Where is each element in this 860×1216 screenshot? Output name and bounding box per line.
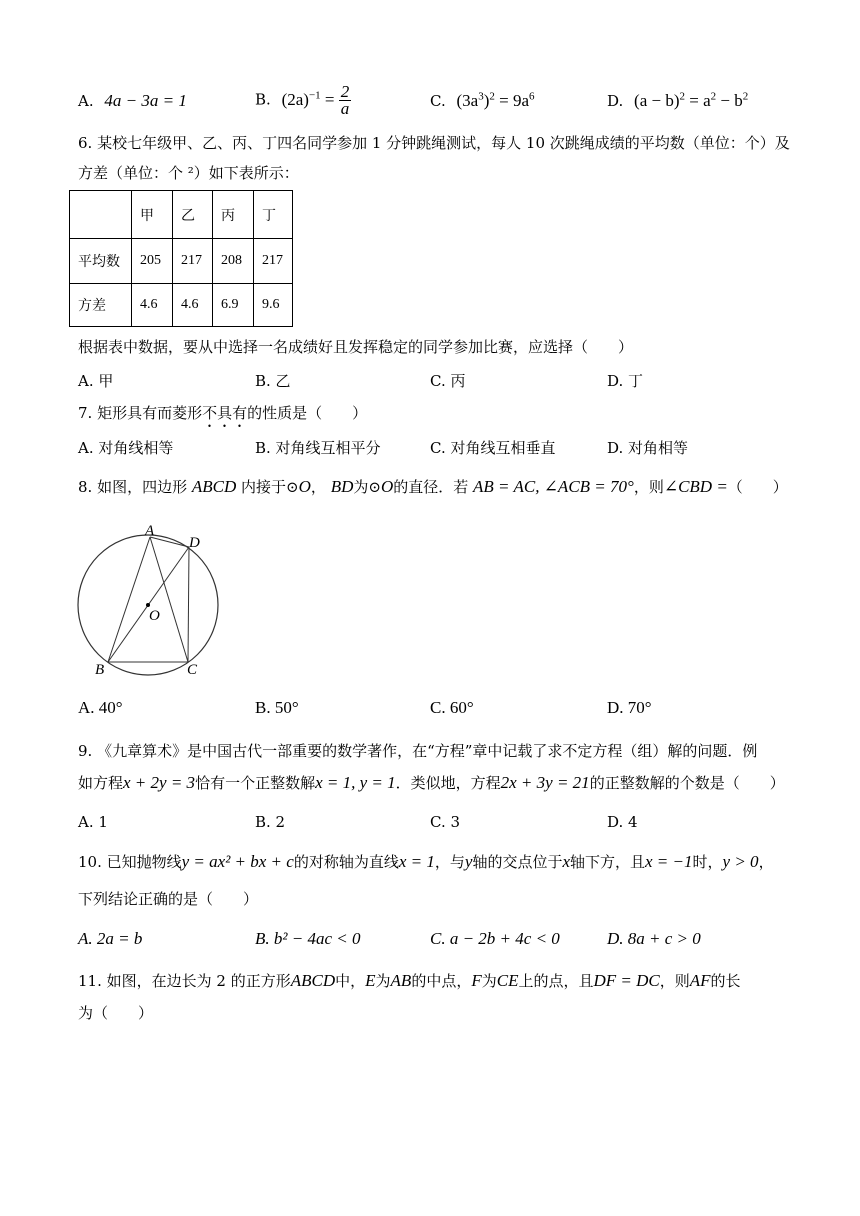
- q6-option-a: A. 甲: [78, 372, 114, 390]
- option-label: B.: [255, 90, 271, 109]
- q8-option-a: A. 40°: [78, 698, 123, 717]
- q6-text-line2: 方差（单位：个 ²）如下表所示：: [78, 164, 299, 182]
- q9-line2: [78, 773, 785, 793]
- option-exp: 2: [489, 90, 495, 103]
- stem-math: 2x + 3y = 21: [500, 773, 590, 792]
- label-a: A: [145, 523, 155, 539]
- q10-option-d: D. 8a + c > 0: [607, 929, 701, 948]
- table-cell: 208: [213, 239, 254, 284]
- stem-text: 中，: [335, 972, 366, 990]
- q7-option-c: C. 对角线互相垂直: [430, 439, 556, 457]
- stem-text: 的中点，: [411, 972, 472, 990]
- table-header-cell: 丁: [254, 191, 293, 239]
- q8-option-b: B. 50°: [255, 698, 299, 717]
- stem-math: x + 2y = 3: [123, 773, 196, 792]
- q5-option-a: [78, 91, 187, 111]
- q8-option-c: C. 60°: [430, 698, 474, 717]
- stem-suffix: 的性质是（ ）: [247, 404, 368, 422]
- stem-math: x: [562, 852, 570, 871]
- stem-text: 恰有一个正整数解: [195, 774, 316, 792]
- table-cell: 6.9: [213, 284, 254, 327]
- option-rhs-tail: − b: [716, 91, 743, 110]
- center-dot: [146, 603, 150, 607]
- label-d: D: [189, 535, 200, 551]
- stem-math: ABCD: [191, 477, 237, 496]
- table-header-cell: 甲: [132, 191, 173, 239]
- stem-text: ，: [758, 853, 774, 871]
- stem-math: x = −1: [645, 852, 693, 871]
- option-expr: 4a − 3a = 1: [104, 91, 187, 110]
- stem-math: AB: [390, 971, 412, 990]
- stem-text: 10. 已知抛物线: [78, 853, 182, 871]
- table-header-cell: [70, 191, 132, 239]
- stem-text: 内接于⊙: [241, 478, 299, 496]
- numerator: 2: [340, 82, 350, 101]
- q8-stem: [78, 477, 788, 497]
- table-cell: 方差: [70, 284, 132, 327]
- stem-math: y > 0: [722, 852, 759, 871]
- table-cell: 9.6: [254, 284, 293, 327]
- q9-line1: 9. 《九章算术》是中国古代一部重要的数学著作，在“方程”章中记载了求不定方程（组）解的问题．例: [78, 742, 758, 760]
- stem-text: 上的点，且: [518, 972, 594, 990]
- q9-option-c: C. 3: [430, 813, 461, 831]
- q7-stem: [78, 403, 367, 431]
- q6-question: 根据表中数据，要从中选择一名成绩好且发挥稳定的同学参加比赛，应选择（ ）: [78, 338, 634, 356]
- q10-option-c: C. a − 2b + 4c < 0: [430, 929, 560, 948]
- q5-option-b: B. $(2a)^{-1}$ = $\frac{2}{a}$: [255, 82, 350, 118]
- option-rhs-exp: 2: [710, 90, 717, 103]
- stem-math: y = ax² + bx + c: [181, 852, 294, 871]
- stem-text: ．类似地，方程: [395, 774, 501, 792]
- q7-option-b: B. 对角线互相平分: [255, 439, 381, 457]
- stem-math: x = 1: [398, 852, 435, 871]
- q7-option-d: D. 对角相等: [607, 439, 689, 457]
- segment-dc: [188, 547, 189, 662]
- option-rhs: = 9a: [499, 91, 530, 110]
- stem-text: 为⊙: [353, 478, 381, 496]
- stem-math: F: [471, 971, 482, 990]
- stem-math: O: [380, 477, 394, 496]
- stem-text: 的长: [710, 972, 741, 990]
- q9-option-b: B. 2: [255, 813, 286, 831]
- table-cell: 平均数: [70, 239, 132, 284]
- stem-math: BD: [330, 477, 354, 496]
- q6-option-d: D. 丁: [607, 372, 644, 390]
- stem-prefix: 7. 矩形具有而菱形: [78, 404, 203, 422]
- option-base: (3a: [456, 91, 479, 110]
- option-label: D.: [607, 92, 624, 110]
- table-cell: 217: [254, 239, 293, 284]
- stem-text: （ ）: [727, 478, 788, 496]
- q6-option-c: C. 丙: [430, 372, 466, 390]
- q9-option-a: A. 1: [78, 813, 108, 831]
- stem-text: 的对称轴为直线: [293, 853, 399, 871]
- label-b: B: [95, 662, 105, 678]
- q9-option-d: D. 4: [607, 813, 638, 831]
- option-inner-exp: 3: [478, 90, 484, 103]
- q8-option-d: D. 70°: [607, 698, 652, 717]
- stem-text: 轴下方，且: [570, 853, 646, 871]
- table-row: [70, 284, 293, 327]
- stem-text: 8. 如图，四边形: [78, 478, 188, 496]
- q5-option-c: [430, 91, 535, 111]
- stem-math: AF: [689, 971, 711, 990]
- stem-math: x = 1, y = 1: [315, 773, 396, 792]
- table-cell: 205: [132, 239, 173, 284]
- option-rhs-exp: 6: [529, 90, 535, 103]
- stem-text: ，则: [633, 478, 664, 496]
- stem-text: 轴的交点位于: [472, 853, 563, 871]
- option-close: ): [483, 91, 490, 110]
- stem-math: E: [365, 971, 376, 990]
- option-rhs: = a: [689, 91, 711, 110]
- option-exp: −1: [308, 88, 321, 101]
- stem-text: 的正整数解的个数是（ ）: [589, 774, 785, 792]
- stem-text: 的直径．若: [393, 478, 469, 496]
- stem-math: CE: [496, 971, 519, 990]
- label-o: O: [149, 608, 160, 624]
- stem-text: ，则: [659, 972, 690, 990]
- q5-option-d: [607, 91, 748, 111]
- option-exp: 2: [679, 90, 686, 103]
- table-cell: 217: [173, 239, 213, 284]
- table-header-cell: 丙: [213, 191, 254, 239]
- denominator: a: [340, 99, 350, 118]
- table-row: [70, 239, 293, 284]
- stem-math: ABCD: [290, 971, 336, 990]
- stem-text: ，: [310, 478, 326, 496]
- stem-math: O: [298, 477, 311, 496]
- q6-data-table: [69, 190, 293, 327]
- q6-text-line1: 6. 某校七年级甲、乙、丙、丁四名同学参加 1 分钟跳绳测试，每人 10 次跳绳成绩的平均数（单位：个）及: [78, 134, 790, 152]
- table-header-cell: 乙: [173, 191, 213, 239]
- q10-line1: [78, 852, 774, 872]
- table-cell: 4.6: [132, 284, 173, 327]
- fraction: [339, 84, 352, 117]
- stem-math: AB = AC, ∠ACB = 70°: [473, 477, 634, 496]
- segment-ab: [108, 537, 150, 662]
- q11-line1: [78, 971, 741, 991]
- stem-text: ，与: [434, 853, 465, 871]
- table-header-row: [70, 191, 293, 239]
- q10-option-a: A. 2a = b: [78, 929, 143, 948]
- option-base: (a − b): [634, 91, 680, 110]
- q6-option-b: B. 乙: [255, 372, 291, 390]
- stem-text: 为: [375, 972, 391, 990]
- q11-line2: 为（ ）: [78, 1004, 154, 1022]
- q8-circle-figure: [70, 518, 230, 680]
- stem-math: ∠CBD =: [663, 477, 728, 496]
- stem-emphasis: 不具有: [202, 404, 248, 422]
- label-c: C: [187, 662, 198, 678]
- option-label: A.: [78, 92, 94, 110]
- stem-math: y: [464, 852, 473, 871]
- stem-text: 为: [481, 972, 497, 990]
- stem-math: DF = DC: [593, 971, 660, 990]
- stem-text: 时，: [692, 853, 723, 871]
- option-rhs-exp: 2: [742, 90, 749, 103]
- stem-text: 11. 如图，在边长为 2 的正方形: [78, 972, 291, 990]
- option-base: (2a): [281, 89, 309, 109]
- q10-option-b: B. b² − 4ac < 0: [255, 929, 361, 948]
- q7-option-a: A. 对角线相等: [78, 439, 174, 457]
- table-cell: 4.6: [173, 284, 213, 327]
- stem-text: 如方程: [78, 774, 124, 792]
- q10-line2: 下列结论正确的是（ ）: [78, 890, 259, 908]
- option-label: C.: [430, 92, 446, 110]
